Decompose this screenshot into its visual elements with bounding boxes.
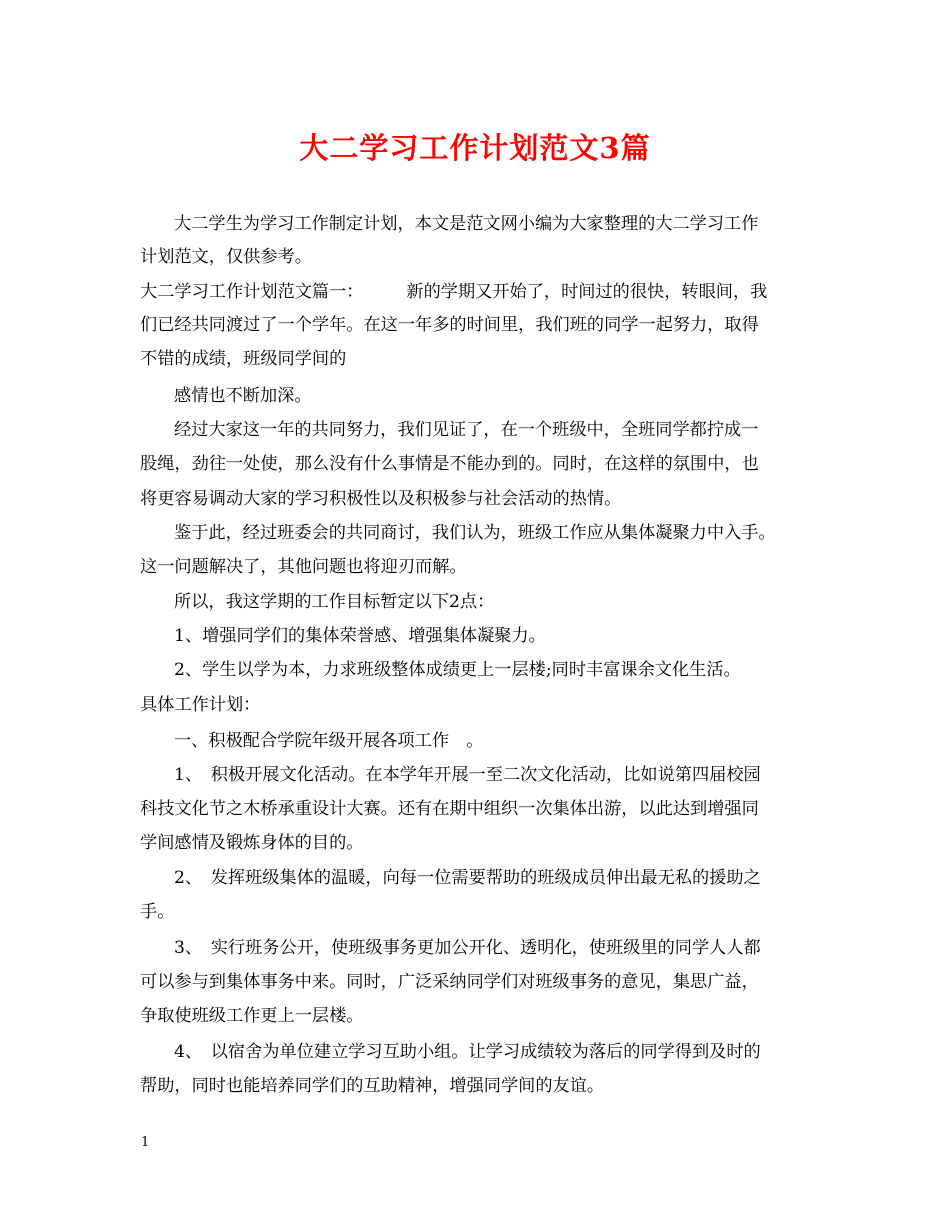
body-line: 计划范文，仅供参考。 bbox=[140, 247, 312, 267]
body-line: 股绳，劲往一处使，那么没有什么事情是不能办到的。同时，在这样的氛围中，也 bbox=[140, 454, 759, 474]
body-line: 3、 实行班务公开，使班级事务更加公开化、透明化，使班级里的同学人人都 bbox=[174, 938, 761, 958]
body-line: 2、 发挥班级集体的温暖，向每一位需要帮助的班级成员伸出最无私的援助之 bbox=[174, 868, 761, 888]
body-line: 感情也不断加深。 bbox=[174, 386, 312, 406]
body-line: 鉴于此，经过班委会的共同商讨，我们认为，班级工作应从集体凝聚力中入手。 bbox=[174, 523, 776, 543]
body-line: 可以参与到集体事务中来。同时，广泛采纳同学们对班级事务的意见，集思广益， bbox=[140, 972, 759, 992]
body-line: 1、 积极开展文化活动。在本学年开展一至二次文化活动，比如说第四届校园 bbox=[174, 765, 761, 785]
body-line: 2、学生以学为本，力求班级整体成绩更上一层楼;同时丰富课余文化生活。 bbox=[174, 660, 741, 680]
body-line: 学间感情及锻炼身体的目的。 bbox=[140, 833, 364, 853]
body-line: 大二学生为学习工作制定计划，本文是范文网小编为大家整理的大二学习工作 bbox=[174, 214, 759, 234]
body-line: 经过大家这一年的共同努力，我们见证了，在一个班级中，全班同学都拧成一 bbox=[174, 420, 759, 440]
page-number: 1 bbox=[141, 1135, 150, 1150]
body-line: 大二学习工作计划范文篇一： 新的学期又开始了，时间过的很快，转眼间，我 bbox=[140, 282, 768, 302]
body-line: 具体工作计划： bbox=[140, 695, 261, 715]
body-line: 们已经共同渡过了一个学年。在这一年多的时间里，我们班的同学一起努力，取得 bbox=[140, 315, 759, 335]
body-line: 帮助，同时也能培养同学们的互助精神，增强同学间的友谊。 bbox=[140, 1076, 605, 1096]
body-line: 这一问题解决了，其他问题也将迎刃而解。 bbox=[140, 557, 467, 577]
body-line: 1、增强同学们的集体荣誉感、增强集体凝聚力。 bbox=[174, 626, 546, 646]
body-line: 将更容易调动大家的学习积极性以及积极参与社会活动的热情。 bbox=[140, 489, 622, 509]
body-line: 不错的成绩，班级同学间的 bbox=[140, 349, 347, 369]
body-line: 科技文化节之木桥承重设计大赛。还有在期中组织一次集体出游，以此达到增强同 bbox=[140, 799, 759, 819]
body-line: 4、 以宿舍为单位建立学习互助小组。让学习成绩较为落后的同学得到及时的 bbox=[174, 1042, 761, 1062]
body-line: 一、积极配合学院年级开展各项工作 。 bbox=[174, 731, 484, 751]
body-line: 所以，我这学期的工作目标暂定以下2点： bbox=[174, 592, 495, 612]
body-line: 手。 bbox=[140, 902, 175, 922]
document-title: 大二学习工作计划范文3篇 bbox=[299, 131, 651, 165]
body-line: 争取使班级工作更上一层楼。 bbox=[140, 1006, 364, 1026]
